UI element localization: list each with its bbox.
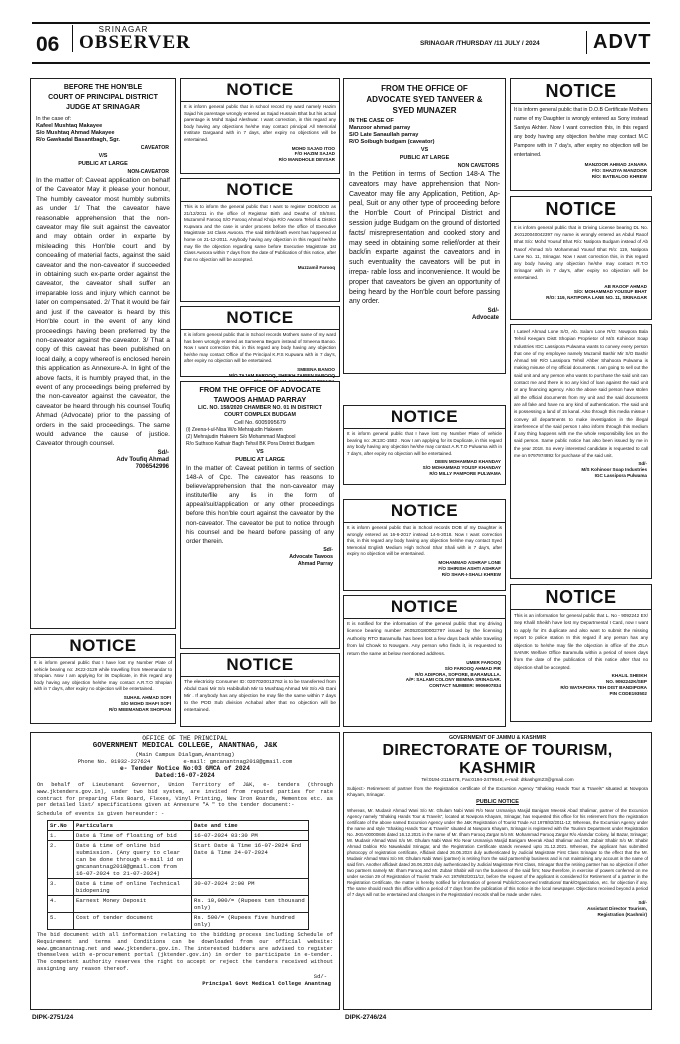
table-row — [48, 830, 309, 840]
dateline: SRINAGAR /THURSDAY /11 JULY / 2024 — [420, 40, 540, 47]
cell-particular: Date & time of online bid submission. (Any query to clear can be done through e-mail id on gmcanantnag2018@gmail.com from 16-07-2024 to 21-07-2024) — [74, 840, 192, 878]
dt-subject: Subject:- Retirement of partner from the Registration certificate of the Excursion Agency "Shaking Hands Tour & Travels" situated at Nowpora Khayam, Srinagar. — [347, 786, 648, 797]
masthead-title: OBSERVER — [79, 32, 191, 53]
cell-srno: 5. — [48, 912, 74, 929]
notice-number-plate-pulwama — [343, 405, 506, 485]
notice-sig-1: SUHAIL AHMAD SOFI — [123, 694, 171, 700]
th-date-time: Date and time — [192, 820, 309, 830]
st-heading-2: ADVOCATE SYED TANVEER & — [366, 95, 483, 104]
hc-sd: Sd/- — [157, 449, 169, 456]
st-party-2: S/O Late Sanaullah parray — [349, 132, 419, 138]
notice-sig-2: F/O SHIRISH ASHTI ASHRAF — [438, 565, 501, 571]
notice-body: I Lateef Ahmad Lone S/O, Ab. Salam Lone R/O: Nowpora Bala Tehsil Keegam Distt Shopian Proprietor of M/S Kohinoor Soap Industries IGC Lassipora Pulwama wants to convey every person that one of my employee namely Muzamil Bashir Mir S/O Bashir Ahmad Mir R/O Lassipora Tehsil Ahber Shahoora Pulwama is making misuse of my official documents. I am going to sell out the said unit and any person who wants to purchase the said unit can contact me and there is no any kind of loan against the said unit or any financing agency. Also the above said person have stolen all the official documents from my unit and the said documents are all fake and have no any kind of authentication. The said unit is possessing a land of 15 kanal. Also through this media missue I convey all departments to make investigation in the illegal interference of the said person I also inform through this medium if any thing happens with me the whole responsibility lies on the said person. Same public notice has also been issued by me in the year 2018. So every interested candidate is requested to call me on 9797974892 for purchase of the said unit. — [514, 329, 648, 459]
notice-electricity-transfer — [180, 653, 340, 727]
notice-title: NOTICE — [31, 635, 175, 658]
notice-body: It is inform general public that I have lost my Number Plate of vehicle bearing no: JK22-3129 while travelling from Meemandar to Shopian. Now I am applying for its Duplicate, in this regard any body having any objection he/she may contact A.R.T.O Shopian with in 7 day's, after expiry no objection will be entertained. — [34, 660, 172, 692]
notice-sig-1: DEEN MOHAMMAD KHANDAY — [434, 459, 501, 465]
notice-body: It is inform general public that in school record my ward namely Hazim Sajad his parentage wrongly entered as Sajad Hussain Bhat but his actual parentage is Mohd Sajad Aleshwar. I want correction, in this regard any body having any objections he/she may contact principal All Memorial Institute Dargaand with in 7 days, after expiry no objections will be entertained. — [184, 104, 336, 142]
notice-sig-3: R/O MANDHOLE DEVSAR — [278, 157, 335, 163]
caveat-high-court — [30, 78, 176, 629]
cell-srno: 2. — [48, 840, 74, 878]
notice-title: NOTICE — [511, 79, 651, 104]
notice-sd: Sd/- — [638, 461, 647, 467]
ta-heading-1: FROM THE OFFICE OF ADVOCATE — [199, 385, 321, 394]
gmc-dated: Dated:16-07-2024 — [155, 772, 215, 779]
hc-heading-3: JUDGE AT SRINAGAR — [66, 104, 140, 111]
hc-adv-name: Adv Toufiq Ahmad — [116, 456, 169, 463]
table-row — [48, 878, 309, 895]
st-case: IN THE CASE OF — [349, 118, 394, 124]
cell-date: Start Date & Time 16-07-2024 End Date & Time 24-07-2024 — [192, 840, 309, 878]
notice-sig-3: R/O SHAR-I-SHALI KHREW — [441, 571, 501, 577]
notice-title: NOTICE — [181, 654, 339, 677]
section-label: ADVT — [586, 31, 650, 54]
hc-caveator: CAVEATOR — [140, 145, 169, 151]
page-number: 06 — [36, 33, 60, 56]
th-particulars: Particulars — [74, 820, 192, 830]
ta-heading-2: TAWOOS AHMAD PARRAY — [213, 395, 307, 404]
cell-particular: Cost of tender document — [74, 912, 192, 929]
notice-sig-3: R/O: BATBALOO KHREW — [591, 173, 647, 179]
cell-date: Rs. 10,000/= (Rupees ten thousand only) — [192, 895, 309, 912]
notice-sig-3: R/O MEEMANDAR SHOPIAN — [108, 706, 171, 712]
notice-mother-name — [180, 306, 340, 377]
notice-sig-2: M/O TAJAM FAROOQ, SHEIKH ZARIEN FAROOQ — [228, 372, 335, 378]
cell-particular: Date & time of online Technical bidopening — [74, 878, 192, 895]
masthead — [72, 25, 191, 53]
hc-case: In the case of: — [36, 116, 72, 122]
gmc-tender-notice — [30, 732, 340, 1010]
hc-heading-1: BEFORE THE HON'BLE — [63, 84, 143, 91]
notice-sig-2: S/O MOHD SHAFI SOFI — [120, 700, 171, 706]
notice-sig-5: CONTACT NUMBER: 9906907834 — [429, 683, 501, 689]
gmc-sd: Sd/- — [313, 972, 327, 980]
hc-public: PUBLIC AT LARGE — [78, 161, 128, 167]
hc-non-caveator: NON-CAVEATOR — [127, 169, 169, 175]
notice-sig-1: M/S Kohinoor Soap Industries — [581, 467, 647, 473]
notice-school-parentage — [180, 78, 340, 174]
gmc-schedule-intro: Schedule of events is given hereunder: - — [37, 811, 165, 818]
ta-sd: Sd/- — [323, 546, 333, 553]
gmc-tender-no: e- Tender Notice No:03 GMCA of 2024 — [120, 765, 250, 772]
notice-sig-1: SMEENA BANOO — [297, 366, 335, 372]
notice-body: It is inform general public that in School records Mothers name of my ward has been wrongly entered as Sameena Begum instead of Smeena Banoo. Now I want correction this, in this regard any body having any objection he/she may contact Office of the Principal K.P.S Kupwara with in 7 day's, after expiry no objection will be entertained. — [184, 332, 336, 364]
dt-sd: Sd/- — [638, 900, 647, 905]
notice-sig-1: MOHAMMAD ASHRAF LONE — [438, 559, 501, 565]
notice-title: NOTICE — [511, 585, 651, 610]
notice-birth-registration — [180, 178, 340, 302]
ta-vs: VS — [256, 449, 264, 455]
notice-title: NOTICE — [344, 596, 505, 619]
st-vs: VS — [420, 147, 429, 153]
notice-sig-4: PIN CODE193502 — [609, 690, 647, 696]
notice-kohinoor-soap — [510, 324, 652, 579]
tourism-public-notice — [343, 732, 652, 1010]
table-row — [48, 840, 309, 878]
notice-sig-1: KHALIL SHEIKH — [611, 673, 647, 679]
notice-dob-certificate — [510, 78, 652, 191]
gmc-college: GOVERNMENT MEDICAL COLLEGE, ANANTNAG, J&K — [92, 742, 278, 750]
cell-particular: Date & Time of floating of bid — [74, 830, 192, 840]
notice-sig-3: R/O WATAPORA TEH DIST BANDIPORA — [560, 684, 647, 690]
table-row — [48, 912, 309, 929]
gmc-campus: (Main Campus Dialgam,Anantnag) — [135, 751, 235, 758]
notice-sig-2: IGC Lassipora Pulwama — [594, 472, 647, 478]
ta-body: In the matter of: Caveat petition in terms of section 148-A of Cpc. The caveator has reasons to believe/apprehension that the non-caveator may institute/file any lis in the form of appeal/suit/application or any other proceedings before this hon'ble court against the caveator by the non-caveator. The caveator be put to notice through his counsel and be heard before passing of any order therein. — [186, 465, 334, 545]
dt-title: DIRECTORATE OF TOURISM, KASHMIR — [382, 742, 613, 777]
ta-cell: Cell No. 6005995679 — [234, 420, 286, 426]
cell-particular: Earnest Money Deposit — [74, 895, 192, 912]
gmc-body-2: The bid document with all information relating to the bidding process including Schedule of Requirement and terms and Conditions can be downloaded from our official website: www.gmcanantnag.net and www.jktenders.gov.in. The interested bidders are advised to register themselves with e-procurement portal (jktender.gov.in) in order to participate in e-tender. The competent authority reserves the right to accept or reject the tenders received without assigning any reason thereof. — [37, 931, 333, 972]
ta-party-2: (2) Mehrajudin Hakeem S/o Mohammad Maqbool — [186, 434, 296, 440]
st-non-cavetors: NON CAVETORS — [457, 163, 499, 169]
hc-party-1: Kafeel Mushtaq Makayee — [36, 123, 103, 129]
dt-sig-2: Registration (Kashmir) — [597, 911, 647, 917]
notice-sig-2: F/O HAZIM SAJAD — [294, 151, 335, 157]
st-heading-1: FROM THE OFFICE OF — [381, 84, 468, 93]
notice-sig-1: UMER FAROOQ — [466, 660, 501, 666]
dt-sig-1: Assistant Director Tourism, — [587, 905, 647, 911]
notice-body: It is inform general public that in Driving License bearing DL No. JK0120040042397 my name is wrongly entered as Abdul Raoof Bhat S/o: Mohd Yousuf Bhat R/o: Natipora Budgam instead of Ab Raoof Ahmad S/o Mohammad Yousuf Bhat R/o: 119, Natipora Lane No. 11, Srinagar. Now I want correction this, in this regard any body having any objection he/she may contact R.T.O Srinagar with in 7 day's, after expiry no objection will be entertained. — [514, 225, 648, 281]
ta-court-1: LIC. NO. 158/2020 CHAMBER NO. 01 IN DISTRICT — [198, 405, 322, 411]
st-body: In the Petition in terms of Section 148-A The caveators may have apprehension that Non-Caveator may file any Application, Petition, Ap- peal, Suit or any other type of proceeding before the Hon'ble Court of Principal District and session judge Budgam on the ground of distorted facts/ misrepresentation and cooked story and may seed in obtaining some relief/order at their back/in exparte against the caveators and in such eventuality the caveators will be put in irrepa- rable loss and inconvenience. It would be proper that caveators be given an opportunity of being heard by the Hon'ble court before passing any order. — [349, 171, 500, 306]
dt-body: Whereas, Mr. Mudasir Ahmad Wani S/o Mr. Ghulam Nabi Wani R/o Near Usmaniya Masjid Banigam Meerak Abad Shalimar, partner of the Excursion Agency namely "Shaking Hands Tour & Travels", located at Nowpora Khayam, Srinagar, has requested this office for his retirement from the registration certificate of the above named Excursion Agency under the J&K Registration of Tourist Trade Act 1978/82/2011-12; Whereas, the Excursion Agency under the name and style "Shaking Hands Tour & Travels" situated at Nowpora Khayam, Srinagar is registered with the Tourism Department under Registration No. JKEA00000846 dated 16.12.2021 in the name of Mr. Ilham Farooq Zargar S/o Mr. Mohammad Farooq Zargar R/o Alamdar Colony, lal Bazar, Srinagar; Mr. Mudasir Ahmad Wani S/o Mr. Ghulam Nabi Wani R/o Near Usmaniya Masjid Banigam Meerak Abad Shalimar and Mr. Zubair Shabir S/o Mr. Shabir Ahmad Dabloo R/o Nawakadal Srinagar, and the Registration Certificate stands renewed upto 31.12.2021. Whereas, the applicant has submitted photocopy of registration certificate, Affidavit dated 26.06.2024 duly authenticated by Judicial Magistrate First Class Srinagar to the effect that the Mr. Mudasir Ahmad Wani S/o Mr. Ghulam Nabi Wani (partner) is retiring from the said partnership business and is not maintaining any account in the name of said firm. Another affidavit dated 26.06.2024 duly authenticated by Judicial Magistrate First Class, Srinagar that the retiring partner has no objection if other two partners namely Mr. Ilham Farooq and Mr. Zubair Shabir will run the business of the said firm; Now therefore, in exercise of powers conferred on me under section 29 of Registration of Tourist Trade Act 1978/82/2011/12, before the request of the applicant is considered for Retirement of a partner in the Registration Certificate, the matter is hereby notified for information of general Public/Concerned Institutions/ Bank/Organization, etc. for objection if any. The same should reach this office within a period of 7 days from the publication of this notice in the local newspaper. Objections received beyond a period of 7 days will not be entertained and changes in the Registration/ records shall be made under rules. — [347, 808, 648, 897]
notice-sig-2: S/O: MOHAMMAD YOUSUF BHAT — [573, 289, 647, 295]
notice-dl-correction — [510, 196, 652, 320]
page-header — [0, 0, 680, 64]
notice-sig-2: NO. 9092242K/SEP — [605, 679, 647, 685]
hc-vs: V/S — [98, 153, 108, 159]
ta-public: PUBLIC AT LARGE — [235, 457, 285, 463]
dt-dipk: DIPK-2746/24 — [345, 1014, 387, 1021]
notice-body: It is inform general public that in School records DOB of my Daughter is wrongly entered as 16-6-2017 instead 14-5-2018. Now I want correction this, in this regard any body having any objection he/she may contact Syed Memorial English Medium High School Shar Shali with in 7 day's, after expiry no objection will be entertained. — [347, 525, 502, 557]
ta-adv-1: Advocate Tawoos — [289, 553, 333, 560]
notice-army-id-card — [510, 584, 652, 722]
st-public: PUBLIC AT LARGE — [399, 155, 450, 161]
notice-sig-4: A/P: SALAMI COLONY BEMINA SRINAGAR. — [405, 677, 501, 683]
notice-sig-2: S/O FAROOQ AHMAD PIR — [444, 665, 501, 671]
hc-body: In the matter of: Caveat application on behalf of the Caveator May it please your honour, The humbly caveator most humbly submits as under 1/ That the caveator have reasonable apprehension that the non-caveator may file suit against the caveator and may obtain order in exparte by misleading this Hon'ble court and by concealing of material facts, against the said caveator and the non-caveator if succeeded in obtaining such ex-parte order against the caveator, the caveator shall suffer an irreparable loss and injury which cannot be later on compensated. 2/ That it would be fair and just if the caveator is heard by this Hon'ble court in the event of any kind proceedings having been preferred by the non-caveator against the caveator. 3/ That a copy of this caveat has been published on local daily, a copy whereof is enclosed herein this application as Annexure-A. In light of the above facts, it is humbly prayed that, in the event of any proceedings being preferred by the non-caveator against the caveator, the caveator be heard through his counsel Toufiq Ahmad (Advocate) prior to the passing of orders in the said proceedings. The same would advance the cause of justice. Caveator through counsel. — [36, 177, 170, 448]
notice-body: It is inform general public that in D.O.B Certificate Mothers name of my Daughter is wrongly entered as Sony instead Saniya Akhter. Now I want correction this, in this regard any body having any objection he/she may contact M.C Pampore with in 7 day's, after expiry no objection will be entertained. — [514, 107, 648, 158]
ta-party-1: (i) Zeena-t-ul-Nisa W/o Mehrajudin Hakeem — [186, 427, 283, 433]
cell-srno: 3. — [48, 878, 74, 895]
notice-title: NOTICE — [344, 500, 505, 523]
notice-title: NOTICE — [181, 79, 339, 102]
dt-public-notice: PUBLIC NOTICE — [476, 799, 519, 805]
cell-date: 30-07-2024 2:00 PM — [192, 878, 309, 895]
caveat-syed-tanveer — [343, 78, 506, 374]
notice-sig-2: F/O: SHAZIYA MANZOOR — [591, 167, 647, 173]
notice-sig-3: R/O: 119, NATIPORA LANE NO. 11, SRINAGAR — [546, 295, 647, 301]
th-srno: Sr.No — [48, 820, 74, 830]
st-heading-3: SYED MUNAZER — [392, 106, 457, 115]
hc-party-2: S/o Mushtaq Ahmad Makayee — [36, 130, 115, 136]
hc-party-3: R/o Gawkadal Basantbagh, Sgr. — [36, 137, 120, 143]
cell-date: Rs. 500/= (Rupees five hundred only) — [192, 912, 309, 929]
st-advocate: Advocate — [471, 315, 499, 322]
cell-srno: 1. — [48, 830, 74, 840]
notice-sig-3: R/O ADIPORA, SOPORE, BARAMULLA. — [415, 671, 501, 677]
caveat-tawoos-parray — [180, 381, 340, 649]
cell-srno: 4. — [48, 895, 74, 912]
notice-number-plate-shopian — [30, 634, 176, 724]
ta-court-2: COURT COMPLEX BUDGAM — [224, 412, 296, 418]
st-party-3: R/O Soibugh budgam (caveator) — [349, 139, 435, 145]
gmc-schedule-table — [47, 820, 309, 930]
header-rule-bottom — [32, 62, 650, 64]
notice-body: It is inform general public that I have lost my Number Plate of vehicle bearing no: JK13C-1582 . Now I am applying for its Duplicate, in this regard any body having any objection he/she may contact A.R.T.O Pulwama with in 7 day's, after expiry no objection will be entertained. — [347, 431, 502, 456]
notice-school-dob — [343, 499, 506, 591]
ta-adv-2: Ahmad Parray — [297, 560, 333, 567]
gmc-dipk: DIPK-2751/24 — [32, 1014, 74, 1021]
notice-sig-2: S/O MOHAMMAD YOUSF KHANDAY — [422, 465, 501, 471]
notice-sig-1: AB RAOOF AHMAD — [604, 283, 647, 289]
notice-title: NOTICE — [344, 406, 505, 429]
dt-contact: Tel:0194-2116478, Fax:0194-2479548, e-mail: dtkashgm23@gmail.com — [421, 778, 574, 783]
gmc-contact: Phone No. 01932-227624 e-mail: gmcanantnag2018@gmail.com — [77, 758, 293, 765]
notice-body: The electricity Consumer ID: 0207020013762 is to be transferred from Abdul Gani Mir S/o Habibullah Mir to Mushtaq Ahmad Mir S/o Ab Gani Mir . If anybody has any objection he may file the same within 7 days to the PDD Sub division Achabal after that no objection will be entertained. — [184, 680, 336, 713]
gmc-signatory: Principal Govt Medical College Anantnag — [202, 979, 331, 987]
notice-body: This is to inform the general public that I want to register DOB/DOD as 21/12/2011 in the office of Registrar Birth and Deaths of Sh/Smt. Muzammil Farooq S/O Farooq Ahmad Khoja R/O Awoora Tehsil & District Kupwara and the case is under process before the office of Executive Magistrate 1st Class Awoora. The said Birth/death event has happened at home on 21-12-2011. Anybody having any objection in this regard he/she may file the objection regarding same before Executive Magistrate 1st Class Awoora within 7 days from the date of Publication of this notice, after that no objection will be accepted. — [184, 204, 336, 262]
header-rule-top — [32, 22, 650, 24]
gmc-office: OFFICE OF THE PRINCIPAL — [142, 735, 228, 742]
notice-body: It is notified for the information of the general public that my driving licence bearing number JK0520180002797 issued by the licensing Authority RTO Baramulla has been lost a few days back while traveling from lal Chowk to Nowgam. Any person who finds it, is requested to return the same at below mentioned address. — [347, 622, 502, 657]
notice-sig-1: Muzzamil Farooq — [297, 265, 335, 271]
notice-title: NOTICE — [511, 197, 651, 222]
notice-sig-3: R/O MILLY PAMPORE PULWAMA — [429, 470, 501, 476]
notice-sig-1: MANZOOR AHMAD JANARA — [584, 162, 647, 167]
hc-adv-phone: 7006542996 — [135, 463, 169, 470]
table-row — [48, 895, 309, 912]
notice-body: This is an information for general public that L. No - 9092242 EX/ Sep Khalil Sheikh have lost my Departmental I Card, now I want to apply for it's duplicate and also want to submit the missing report to police station In this regard if any person has any objection to he/she may file the objection in office of the ZILA SAINIK Welfare Office Baramulla within a period of seven days from the date of the publication of this notice after that no objection shall be accepted. — [514, 613, 648, 670]
masthead-city: SRINAGAR — [98, 25, 149, 34]
notice-driving-licence-lost — [343, 595, 506, 727]
notice-title: NOTICE — [181, 307, 339, 330]
notice-title: NOTICE — [181, 179, 339, 202]
table-header — [48, 820, 309, 830]
st-sd: Sd/- — [487, 308, 499, 315]
hc-heading-2: COURT OF PRINCIPAL DISTRICT — [48, 94, 158, 101]
ta-party-3: R/o Suthsoo Kathair Bagh Tehsil BK Pora District Budgam — [186, 441, 315, 447]
cell-date: 16-07-2024 03:30 PM — [192, 830, 309, 840]
notice-sig-1: MOHD SAJAD ITOO — [291, 145, 335, 151]
gmc-body-1: On behalf of Lieutenant Governor, Union Territory of J&K, e- tenders (through www.jktenders.gov.in), under two bid system, are invited from reputed parties for rate contract for preparing Flex Board, Flexes, Vinyl Printing, New Iron Boards, Mementos etc. as per detailed list/ specifications given at Annexure "A " to the tender document:- — [37, 782, 333, 809]
dt-govt: GOVERNMENT OF JAMMU & KASHMIR — [448, 735, 547, 741]
st-party-1: Manzoor ahmad parray — [349, 125, 411, 131]
